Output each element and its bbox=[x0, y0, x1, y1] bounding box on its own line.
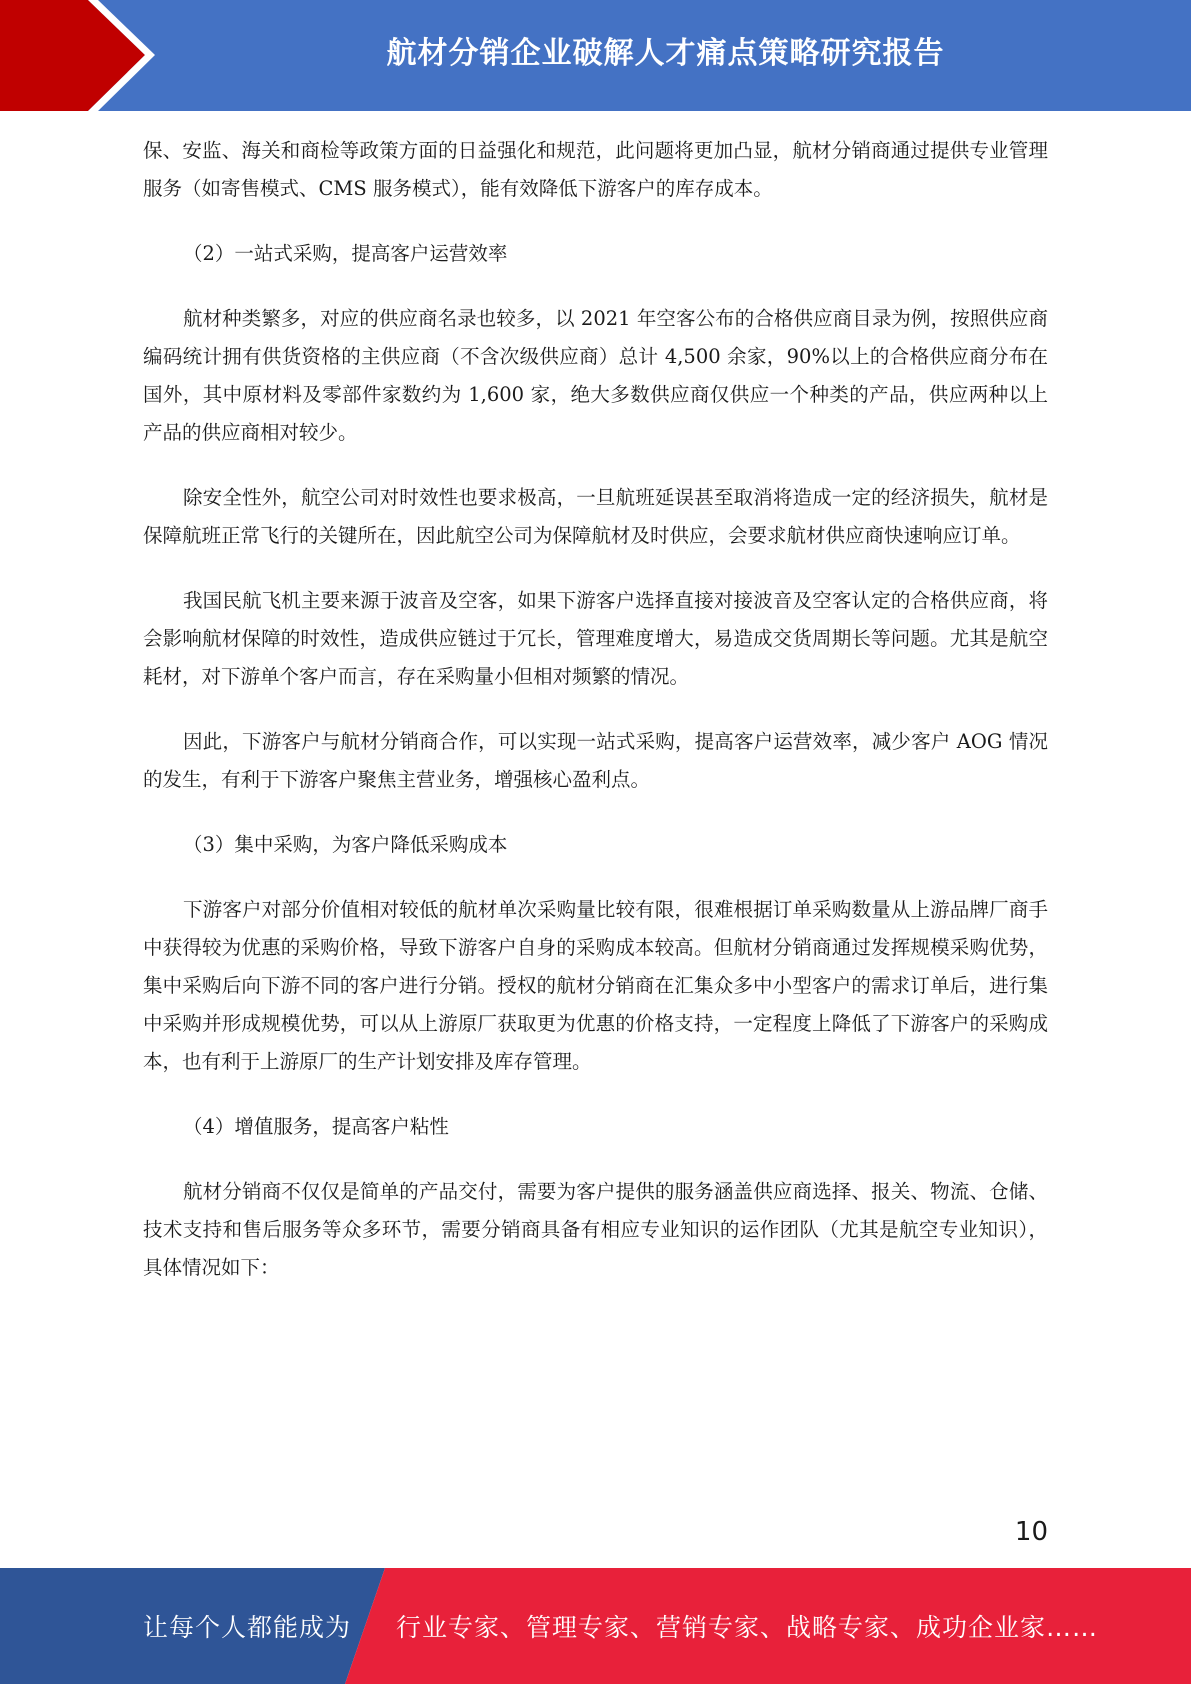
paragraph-supplier-count: 航材种类繁多，对应的供应商名录也较多，以 2021 年空客公布的合格供应商目录为例，按照供应商编码统计拥有供货资格的主供应商（不含次级供应商）总计 4,500 余家，90%以上的合格供应商分布在国外，其中原材料及零部件家数约为 1,600 家，绝大多数供应商仅供应一个种类的产品，供应两种以上产品的供应商相对较少。 bbox=[143, 307, 1048, 444]
paragraph-continuation: 保、安监、海关和商检等政策方面的日益强化和规范，此问题将更加凸显，航材分销商通过提供专业管理服务（如寄售模式、CMS 服务模式），能有效降低下游客户的库存成本。 bbox=[143, 139, 1048, 200]
footer-slogan-right: 行业专家、管理专家、营销专家、战略专家、成功企业家…… bbox=[396, 1613, 1099, 1642]
page-number: 10 bbox=[1014, 1517, 1048, 1547]
subheading-value-added-services: （4）增值服务，提高客户粘性 bbox=[183, 1115, 449, 1138]
paragraph-value-added-services: 航材分销商不仅仅是简单的产品交付，需要为客户提供的服务涵盖供应商选择、报关、物流、仓储、技术支持和售后服务等众多环节，需要分销商具备有相应专业知识的运作团队（尤其是航空专业知识），具体情况如下： bbox=[143, 1180, 1048, 1279]
chevron-red-shape bbox=[0, 0, 145, 111]
paragraph-one-stop-benefit: 因此，下游客户与航材分销商合作，可以实现一站式采购，提高客户运营效率，减少客户 AOG 情况的发生，有利于下游客户聚焦主营业务，增强核心盈利点。 bbox=[143, 730, 1048, 791]
paragraph-boeing-airbus: 我国民航飞机主要来源于波音及空客，如果下游客户选择直接对接波音及空客认定的合格供应商，将会影响航材保障的时效性，造成供应链过于冗长，管理难度增大，易造成交货周期长等问题。尤其是航空耗材，对下游单个客户而言，存在采购量小但相对频繁的情况。 bbox=[143, 589, 1048, 688]
document-body bbox=[143, 132, 1048, 1314]
footer-band bbox=[0, 1568, 1191, 1684]
subheading-one-stop-purchase: （2）一站式采购，提高客户运营效率 bbox=[183, 242, 508, 265]
subheading-centralized-purchase: （3）集中采购，为客户降低采购成本 bbox=[183, 833, 508, 856]
header-band bbox=[0, 0, 1191, 111]
header-chevron-decoration bbox=[0, 0, 160, 111]
footer-slogan-left: 让每个人都能成为 bbox=[143, 1613, 352, 1642]
paragraph-timeliness: 除安全性外，航空公司对时效性也要求极高，一旦航班延误甚至取消将造成一定的经济损失，航材是保障航班正常飞行的关键所在，因此航空公司为保障航材及时供应，会要求航材供应商快速响应订单。 bbox=[143, 486, 1048, 547]
paragraph-centralized-purchase: 下游客户对部分价值相对较低的航材单次采购量比较有限，很难根据订单采购数量从上游品牌厂商手中获得较为优惠的采购价格，导致下游客户自身的采购成本较高。但航材分销商通过发挥规模采购优势，集中采购后向下游不同的客户进行分销。授权的航材分销商在汇集众多中小型客户的需求订单后，进行集中采购并形成规模优势，可以从上游原厂获取更为优惠的价格支持，一定程度上降低了下游客户的采购成本，也有利于上游原厂的生产计划安排及库存管理。 bbox=[143, 898, 1048, 1073]
report-title: 航材分销企业破解人才痛点策略研究报告 bbox=[386, 36, 945, 71]
